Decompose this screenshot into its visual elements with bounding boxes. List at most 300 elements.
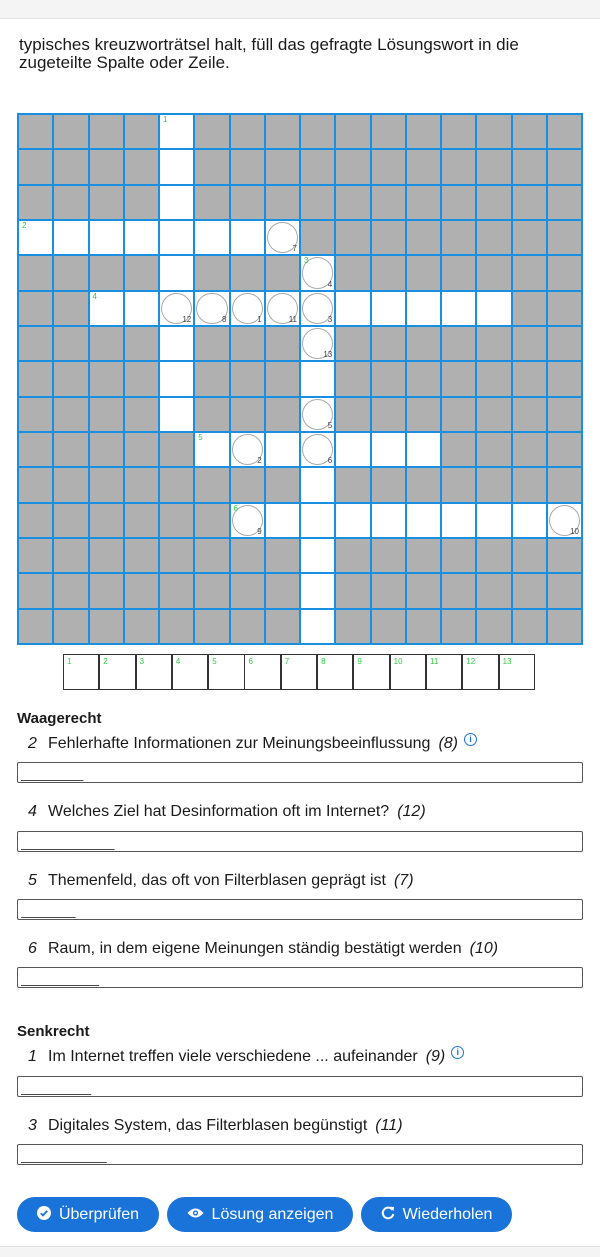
grid-cell[interactable] — [336, 504, 369, 537]
redo-icon — [381, 1206, 395, 1224]
info-icon[interactable]: i — [464, 733, 477, 746]
grid-cell-blocked — [54, 398, 87, 431]
grid-cell-blocked — [372, 468, 405, 501]
grid-cell[interactable] — [160, 362, 193, 395]
grid-cell-blocked — [125, 150, 158, 183]
grid-cell[interactable] — [160, 186, 193, 219]
grid-cell-blocked — [372, 362, 405, 395]
grid-cell-blocked — [19, 610, 52, 643]
grid-cell[interactable] — [231, 292, 264, 325]
answer-input-across-2[interactable] — [17, 762, 583, 783]
solution-index: 3 — [327, 314, 333, 324]
grid-cell[interactable] — [266, 433, 299, 466]
solution-box-number: 4 — [175, 657, 181, 666]
grid-cell-blocked — [407, 468, 440, 501]
grid-cell[interactable] — [301, 256, 334, 289]
grid-cell-blocked — [442, 115, 475, 148]
grid-cell-blocked — [54, 610, 87, 643]
grid-cell-blocked — [372, 115, 405, 148]
grid-cell[interactable] — [301, 504, 334, 537]
grid-cell[interactable] — [301, 539, 334, 572]
solution-index: 8 — [222, 314, 227, 324]
solution-letter-box — [172, 654, 208, 690]
grid-cell-blocked — [372, 150, 405, 183]
down-heading: Senkrecht — [17, 1023, 90, 1040]
grid-cell[interactable] — [160, 327, 193, 360]
grid-cell[interactable] — [301, 433, 334, 466]
grid-cell-blocked — [407, 398, 440, 431]
grid-cell-blocked — [513, 292, 546, 325]
check-button-label: Überprüfen — [58, 1205, 140, 1223]
grid-cell[interactable] — [266, 221, 299, 254]
grid-cell[interactable] — [548, 504, 581, 537]
grid-cell-blocked — [19, 433, 52, 466]
solution-letter-box — [390, 654, 426, 690]
grid-cell-blocked — [477, 221, 510, 254]
grid-cell-blocked — [548, 362, 581, 395]
grid-cell-blocked — [407, 150, 440, 183]
grid-cell[interactable] — [513, 504, 546, 537]
show-solution-button[interactable] — [167, 1197, 353, 1232]
check-button[interactable] — [17, 1197, 159, 1232]
grid-cell-blocked — [231, 362, 264, 395]
grid-cell[interactable] — [19, 221, 52, 254]
solution-box-number: 12 — [466, 657, 476, 666]
grid-cell-blocked — [477, 150, 510, 183]
grid-cell[interactable] — [160, 150, 193, 183]
grid-cell-blocked — [301, 186, 334, 219]
grid-cell-blocked — [513, 362, 546, 395]
grid-cell[interactable] — [125, 292, 158, 325]
grid-cell-blocked — [160, 504, 193, 537]
grid-cell-blocked — [125, 115, 158, 148]
solution-box-number: 11 — [429, 657, 439, 666]
grid-cell-blocked — [19, 362, 52, 395]
top-frame — [0, 0, 600, 19]
grid-cell-blocked — [477, 468, 510, 501]
solution-letter-box — [136, 654, 172, 690]
grid-cell-blocked — [548, 186, 581, 219]
solution-letter-box — [462, 654, 498, 690]
solution-index: 6 — [327, 456, 333, 466]
grid-cell-blocked — [336, 221, 369, 254]
grid-cell[interactable] — [442, 292, 475, 325]
grid-cell-blocked — [513, 115, 546, 148]
grid-cell-blocked — [548, 150, 581, 183]
grid-cell-blocked — [266, 574, 299, 607]
grid-cell-blocked — [336, 115, 369, 148]
grid-cell-blocked — [231, 398, 264, 431]
grid-cell[interactable] — [301, 610, 334, 643]
clue-down-1 — [28, 1048, 464, 1066]
grid-cell-blocked — [266, 115, 299, 148]
grid-cell-blocked — [372, 398, 405, 431]
grid-cell-blocked — [266, 398, 299, 431]
clue-text: Im Internet treffen viele verschiedene ... aufeinander — [48, 1048, 418, 1065]
check-circle-icon — [37, 1206, 51, 1224]
grid-cell[interactable] — [160, 398, 193, 431]
grid-cell-blocked — [336, 186, 369, 219]
grid-cell-blocked — [548, 115, 581, 148]
grid-cell-blocked — [90, 150, 123, 183]
grid-cell-blocked — [90, 362, 123, 395]
grid-cell[interactable] — [336, 292, 369, 325]
grid-cell-blocked — [548, 256, 581, 289]
clue-number-marker: 2 — [22, 221, 27, 230]
grid-cell[interactable] — [301, 292, 334, 325]
grid-cell-blocked — [54, 150, 87, 183]
grid-cell-blocked — [442, 362, 475, 395]
grid-cell-blocked — [372, 327, 405, 360]
grid-cell-blocked — [548, 292, 581, 325]
clue-number-marker: 4 — [92, 291, 97, 301]
grid-cell-blocked — [513, 539, 546, 572]
grid-cell-blocked — [407, 610, 440, 643]
show-solution-button-label: Lösung anzeigen — [211, 1205, 334, 1223]
grid-cell-blocked — [336, 256, 369, 289]
clue-length: (7) — [393, 872, 414, 889]
grid-cell[interactable] — [195, 433, 228, 466]
across-heading: Waagerecht — [17, 710, 102, 727]
grid-cell-blocked — [231, 115, 264, 148]
grid-cell[interactable] — [266, 504, 299, 537]
grid-cell-blocked — [19, 574, 52, 607]
grid-cell-blocked — [54, 327, 87, 360]
grid-cell-blocked — [513, 610, 546, 643]
grid-cell-blocked — [442, 610, 475, 643]
grid-cell-blocked — [195, 539, 228, 572]
grid-cell-blocked — [442, 539, 475, 572]
grid-cell-blocked — [90, 610, 123, 643]
grid-cell-blocked — [54, 186, 87, 219]
grid-cell-blocked — [19, 150, 52, 183]
retry-button[interactable] — [361, 1197, 512, 1232]
grid-cell-blocked — [477, 327, 510, 360]
grid-cell[interactable] — [160, 221, 193, 254]
retry-button-label: Wiederholen — [402, 1205, 493, 1223]
grid-cell[interactable] — [195, 292, 228, 325]
grid-cell[interactable] — [301, 398, 334, 431]
grid-cell-blocked — [513, 186, 546, 219]
grid-cell-blocked — [19, 539, 52, 572]
grid-cell[interactable] — [407, 433, 440, 466]
grid-cell-blocked — [372, 539, 405, 572]
grid-cell[interactable] — [372, 292, 405, 325]
grid-cell-blocked — [90, 504, 123, 537]
clue-length: (12) — [397, 803, 426, 820]
grid-cell[interactable] — [336, 433, 369, 466]
grid-cell[interactable] — [301, 468, 334, 501]
grid-cell-blocked — [195, 574, 228, 607]
grid-cell-blocked — [266, 256, 299, 289]
grid-cell-blocked — [548, 221, 581, 254]
grid-cell-blocked — [54, 292, 87, 325]
grid-cell-blocked — [125, 186, 158, 219]
grid-cell-blocked — [407, 186, 440, 219]
grid-cell-blocked — [336, 468, 369, 501]
grid-cell-blocked — [372, 256, 405, 289]
clue-number-marker: 5 — [198, 433, 203, 442]
grid-cell-blocked — [195, 610, 228, 643]
grid-cell-blocked — [90, 433, 123, 466]
grid-cell-blocked — [301, 115, 334, 148]
grid-cell-blocked — [442, 150, 475, 183]
solution-letter-box — [244, 654, 280, 690]
grid-cell-blocked — [195, 186, 228, 219]
grid-cell-blocked — [513, 574, 546, 607]
solution-box-number: 1 — [67, 657, 72, 666]
solution-letter-box — [281, 654, 317, 690]
grid-cell[interactable] — [372, 433, 405, 466]
grid-cell-blocked — [125, 362, 158, 395]
grid-cell-blocked — [301, 221, 334, 254]
grid-cell[interactable] — [442, 504, 475, 537]
grid-cell-blocked — [477, 574, 510, 607]
instructions: typisches kreuzworträtsel halt, füll das gefragte Lösungswort in die zugeteilte Spalte oder Zeile. — [19, 35, 519, 72]
grid-cell-blocked — [407, 115, 440, 148]
grid-cell-blocked — [477, 398, 510, 431]
grid-cell-blocked — [231, 610, 264, 643]
grid-cell-blocked — [54, 468, 87, 501]
grid-cell-blocked — [54, 362, 87, 395]
grid-cell-blocked — [195, 398, 228, 431]
grid-cell-blocked — [125, 468, 158, 501]
clue-number-marker: 1 — [163, 115, 168, 124]
clue-number: 5 — [28, 872, 37, 889]
grid-cell-blocked — [477, 362, 510, 395]
grid-cell-blocked — [407, 221, 440, 254]
grid-cell-blocked — [407, 327, 440, 360]
grid-cell-blocked — [548, 610, 581, 643]
grid-cell-blocked — [125, 433, 158, 466]
grid-cell[interactable] — [125, 221, 158, 254]
grid-cell[interactable] — [301, 362, 334, 395]
grid-cell-blocked — [266, 186, 299, 219]
grid-cell-blocked — [266, 150, 299, 183]
clue-length: (10) — [469, 940, 499, 957]
grid-cell-blocked — [513, 221, 546, 254]
solution-letter-box — [426, 654, 462, 690]
solution-index: 12 — [182, 314, 192, 324]
solution-box-number: 7 — [284, 657, 290, 666]
grid-cell[interactable] — [54, 221, 87, 254]
grid-cell-blocked — [301, 150, 334, 183]
grid-cell-blocked — [442, 256, 475, 289]
grid-cell-blocked — [266, 468, 299, 501]
grid-cell-blocked — [125, 610, 158, 643]
grid-cell-blocked — [90, 256, 123, 289]
grid-cell-blocked — [160, 574, 193, 607]
grid-cell-blocked — [160, 468, 193, 501]
solution-index: 2 — [257, 456, 262, 466]
grid-cell-blocked — [54, 115, 87, 148]
solution-index: 10 — [570, 526, 579, 536]
grid-cell-blocked — [90, 468, 123, 501]
grid-cell[interactable] — [231, 433, 264, 466]
grid-cell[interactable] — [160, 115, 193, 148]
solution-index: 1 — [257, 314, 262, 324]
bottom-frame — [0, 1246, 600, 1257]
grid-cell-blocked — [125, 256, 158, 289]
grid-cell-blocked — [90, 115, 123, 148]
grid-cell-blocked — [195, 115, 228, 148]
grid-cell[interactable] — [90, 221, 123, 254]
grid-cell-blocked — [548, 398, 581, 431]
grid-cell-blocked — [195, 327, 228, 360]
grid-cell[interactable] — [301, 327, 334, 360]
grid-cell-blocked — [195, 504, 228, 537]
solution-index: 5 — [327, 420, 333, 430]
grid-cell-blocked — [90, 327, 123, 360]
grid-cell-blocked — [231, 539, 264, 572]
solution-letter-box — [99, 654, 135, 690]
grid-cell-blocked — [477, 539, 510, 572]
clue-text: Digitales System, das Filterblasen begünstigt — [48, 1117, 368, 1134]
grid-cell-blocked — [407, 539, 440, 572]
grid-cell-blocked — [19, 327, 52, 360]
grid-cell[interactable] — [231, 221, 264, 254]
grid-cell-blocked — [442, 433, 475, 466]
grid-cell-blocked — [477, 186, 510, 219]
solution-letter-box — [208, 654, 244, 690]
grid-cell[interactable] — [301, 574, 334, 607]
solution-box-number: 5 — [212, 657, 217, 666]
grid-cell-blocked — [160, 539, 193, 572]
grid-cell-blocked — [442, 327, 475, 360]
grid-cell-blocked — [442, 186, 475, 219]
grid-cell-blocked — [336, 150, 369, 183]
grid-cell[interactable] — [231, 504, 264, 537]
grid-cell-blocked — [231, 327, 264, 360]
clue-number: 2 — [28, 735, 37, 752]
grid-cell-blocked — [513, 150, 546, 183]
eye-icon — [187, 1206, 204, 1223]
grid-cell-blocked — [336, 362, 369, 395]
grid-cell-blocked — [372, 574, 405, 607]
grid-cell-blocked — [19, 186, 52, 219]
grid-cell-blocked — [548, 433, 581, 466]
grid-cell-blocked — [477, 610, 510, 643]
solution-letter-box — [353, 654, 389, 690]
grid-cell[interactable] — [195, 221, 228, 254]
grid-cell-blocked — [195, 362, 228, 395]
grid-cell-blocked — [160, 433, 193, 466]
grid-cell-blocked — [125, 327, 158, 360]
grid-cell[interactable] — [407, 292, 440, 325]
solution-box-number: 13 — [502, 657, 512, 666]
grid-cell-blocked — [407, 362, 440, 395]
grid-cell-blocked — [231, 574, 264, 607]
grid-cell-blocked — [266, 539, 299, 572]
clue-length: (11) — [375, 1117, 403, 1134]
answer-input-down-3[interactable] — [17, 1144, 583, 1165]
grid-cell-blocked — [90, 539, 123, 572]
solution-box-number: 2 — [103, 657, 108, 666]
answer-input-across-4[interactable] — [17, 831, 583, 852]
grid-cell-blocked — [54, 433, 87, 466]
grid-cell-blocked — [442, 468, 475, 501]
solution-box-number: 9 — [357, 657, 362, 666]
grid-cell[interactable] — [477, 292, 510, 325]
grid-cell-blocked — [54, 256, 87, 289]
solution-index: 9 — [257, 526, 262, 536]
grid-cell-blocked — [90, 186, 123, 219]
info-icon[interactable]: i — [451, 1046, 464, 1059]
grid-cell[interactable] — [160, 256, 193, 289]
grid-cell-blocked — [231, 150, 264, 183]
grid-cell-blocked — [19, 398, 52, 431]
solution-box-number: 10 — [393, 657, 403, 666]
grid-cell-blocked — [336, 574, 369, 607]
answer-input-down-1[interactable] — [17, 1076, 583, 1097]
solution-box-number: 3 — [139, 657, 145, 666]
grid-cell-blocked — [407, 256, 440, 289]
grid-cell-blocked — [125, 504, 158, 537]
clue-number-marker: 6 — [233, 503, 238, 513]
clue-text: Welches Ziel hat Desinformation oft im Internet? — [48, 803, 390, 820]
grid-cell-blocked — [477, 256, 510, 289]
grid-cell[interactable] — [266, 292, 299, 325]
grid-cell-blocked — [548, 468, 581, 501]
clue-text: Themenfeld, das oft von Filterblasen geprägt ist — [48, 872, 386, 889]
clue-across-4 — [28, 803, 426, 821]
grid-cell-blocked — [195, 468, 228, 501]
grid-cell[interactable] — [160, 292, 193, 325]
clue-across-2 — [28, 735, 477, 753]
clue-down-3 — [28, 1117, 403, 1135]
grid-cell-blocked — [125, 574, 158, 607]
grid-cell-blocked — [54, 574, 87, 607]
grid-cell-blocked — [372, 610, 405, 643]
grid-cell-blocked — [160, 610, 193, 643]
grid-cell-blocked — [336, 398, 369, 431]
grid-cell-blocked — [90, 574, 123, 607]
grid-cell-blocked — [19, 115, 52, 148]
grid-cell-blocked — [19, 504, 52, 537]
answer-input-across-6[interactable] — [17, 967, 583, 988]
grid-cell[interactable] — [372, 504, 405, 537]
grid-cell-blocked — [513, 256, 546, 289]
grid-cell-blocked — [125, 398, 158, 431]
clue-text: Raum, in dem eigene Meinungen ständig bestätigt werden — [48, 940, 462, 957]
grid-cell-blocked — [266, 610, 299, 643]
clue-length: (9) — [425, 1048, 446, 1065]
answer-input-across-5[interactable] — [17, 899, 583, 920]
solution-index: 11 — [288, 314, 297, 324]
grid-cell-blocked — [442, 398, 475, 431]
clue-across-6 — [28, 940, 498, 958]
grid-cell-blocked — [372, 186, 405, 219]
solution-index: 13 — [323, 350, 333, 360]
grid-cell-blocked — [442, 221, 475, 254]
clue-number-marker: 3 — [304, 256, 309, 266]
grid-cell[interactable] — [407, 504, 440, 537]
grid-cell[interactable] — [477, 504, 510, 537]
grid-cell-blocked — [195, 256, 228, 289]
grid-cell[interactable] — [90, 292, 123, 325]
solution-letter-box — [499, 654, 535, 690]
grid-cell-blocked — [513, 398, 546, 431]
solution-box-number: 6 — [248, 657, 253, 666]
grid-cell-blocked — [336, 539, 369, 572]
grid-cell-blocked — [477, 433, 510, 466]
clue-number: 6 — [28, 940, 37, 957]
grid-cell-blocked — [407, 574, 440, 607]
clue-across-5 — [28, 872, 414, 890]
grid-cell-blocked — [548, 327, 581, 360]
grid-cell-blocked — [548, 574, 581, 607]
grid-cell-blocked — [372, 221, 405, 254]
